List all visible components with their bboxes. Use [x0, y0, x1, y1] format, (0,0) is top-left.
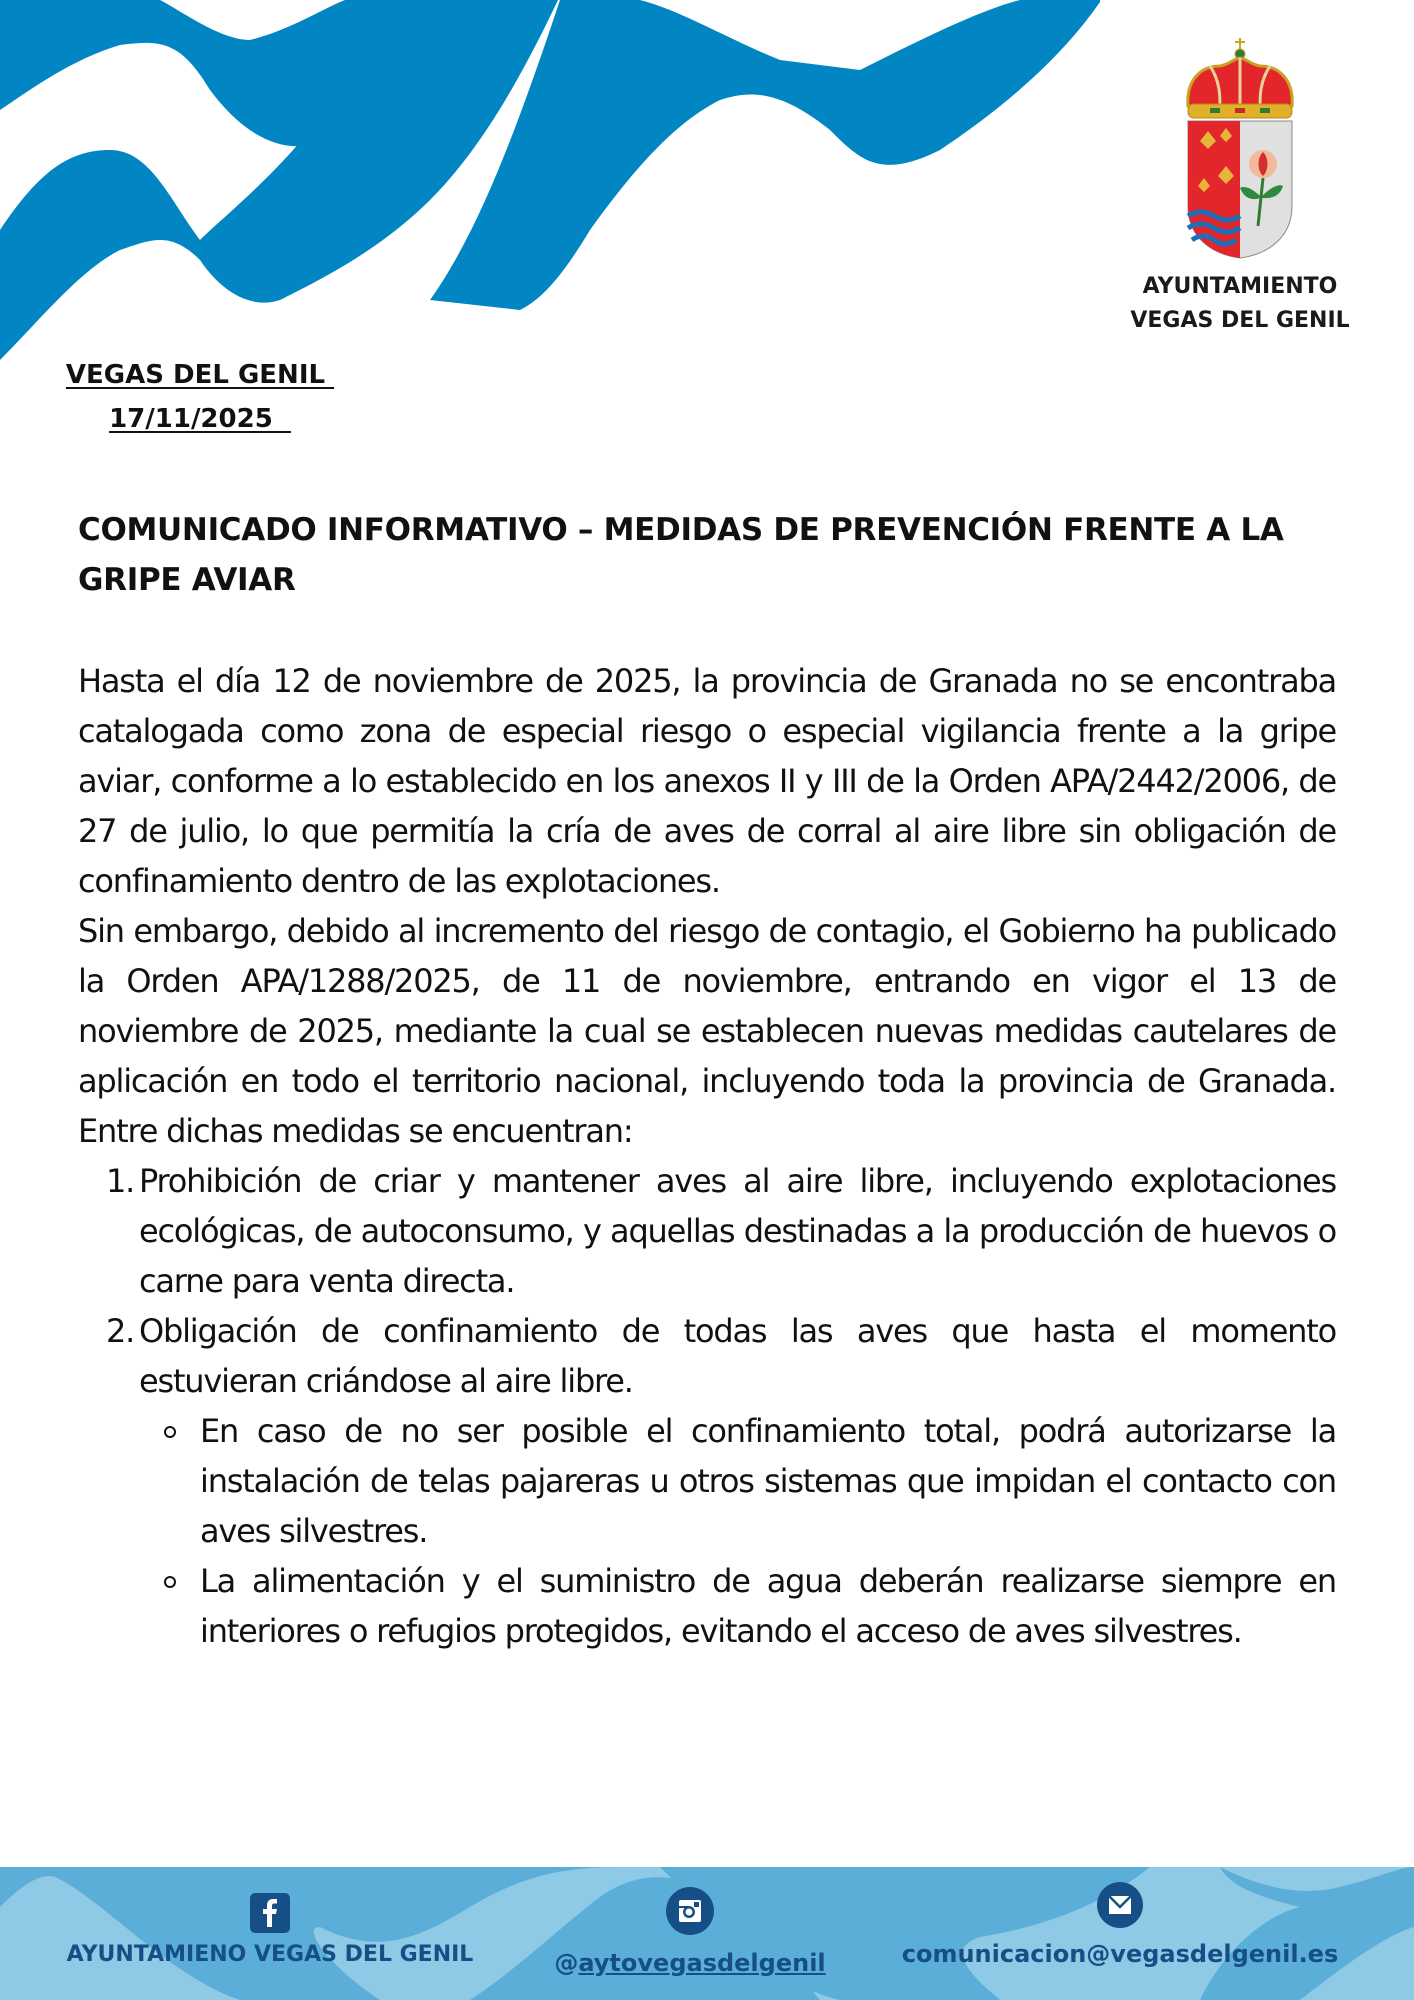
at-sign: @ — [554, 1949, 579, 1977]
paragraph: Hasta el día 12 de noviembre de 2025, la provincia de Granada no se encontraba catalogada como zona de especial riesgo o especial vigilancia frente a la gripe aviar, conforme a lo establecido en los anexos II y III de la Orden APA/2442/2006, de 27 de julio, lo que permitía la cría de aves de corral al aire libre sin obligación de confinamiento dentro de las explotaciones. — [78, 662, 1336, 900]
document-body — [78, 656, 1336, 1656]
place-label: VEGAS DEL GENIL — [65, 360, 335, 390]
sub-list — [139, 1406, 1336, 1656]
email-link[interactable]: comunicacion@vegasdelgenil.es — [901, 1940, 1339, 1968]
document-title: COMUNICADO INFORMATIVO – MEDIDAS DE PREVENCIÓN FRENTE A LA GRIPE AVIAR — [78, 512, 1284, 598]
list-number: 1. — [106, 1162, 135, 1200]
coat-of-arms-logo — [1180, 36, 1300, 260]
footer — [0, 1867, 1414, 2000]
paragraph: Sin embargo, debido al incremento del riesgo de contagio, el Gobierno ha publicado la Orden APA/1288/2025, de 11 de noviembre, entrando en vigor el 13 de noviembre de 2025, mediante la cual se establecen nuevas medidas cautelares de aplicación en todo el territorio nacional, incluyendo toda la provincia de Granada. Entre dichas medidas se encuentran: — [78, 912, 1336, 1150]
instagram-label — [540, 1949, 840, 1977]
instagram-icon[interactable] — [666, 1887, 714, 1935]
sub-list-item — [78, 1556, 1336, 1656]
dateline — [50, 353, 350, 441]
list-item — [78, 1156, 1336, 1306]
org-line-2: VEGAS DEL GENIL — [1130, 308, 1350, 333]
email-contact[interactable] — [900, 1882, 1340, 1968]
instagram-handle-link[interactable]: aytovegasdelgenil — [578, 1949, 826, 1977]
sub-list-item-text: La alimentación y el suministro de agua deberán realizarse siempre en interiores o refugios protegidos, evitando el acceso de aves silvestres. — [200, 1562, 1336, 1650]
circle-bullet-icon — [164, 1426, 176, 1438]
mail-icon[interactable] — [1097, 1882, 1143, 1928]
facebook-contact[interactable] — [60, 1893, 480, 1969]
list-item — [78, 1306, 1336, 1656]
list-number: 2. — [106, 1312, 135, 1350]
facebook-icon[interactable] — [250, 1893, 290, 1933]
sub-list-item — [78, 1406, 1336, 1556]
org-line-1: AYUNTAMIENTO — [1142, 274, 1338, 299]
sub-list-item-text: En caso de no ser posible el confinamiento total, podrá autorizarse la instalación de telas pajareras u otros sistemas que impidan el contacto con aves silvestres. — [200, 1412, 1336, 1550]
list-item-text: Obligación de confinamiento de todas las aves que hasta el momento estuvieran criándose al aire libre. — [139, 1312, 1336, 1400]
measures-list — [78, 1156, 1336, 1656]
list-item-text: Prohibición de criar y mantener aves al aire libre, incluyendo explotaciones ecológicas, de autoconsumo, y aquellas destinadas a la producción de huevos o carne para venta directa. — [139, 1162, 1336, 1300]
circle-bullet-icon — [164, 1576, 176, 1588]
header-waves-decoration — [0, 0, 1100, 380]
municipality-name — [1110, 270, 1370, 338]
date-label: 17/11/2025 — [109, 404, 291, 434]
instagram-contact[interactable] — [540, 1887, 840, 1977]
facebook-label[interactable]: AYUNTAMIENO VEGAS DEL GENIL — [66, 1942, 474, 1967]
